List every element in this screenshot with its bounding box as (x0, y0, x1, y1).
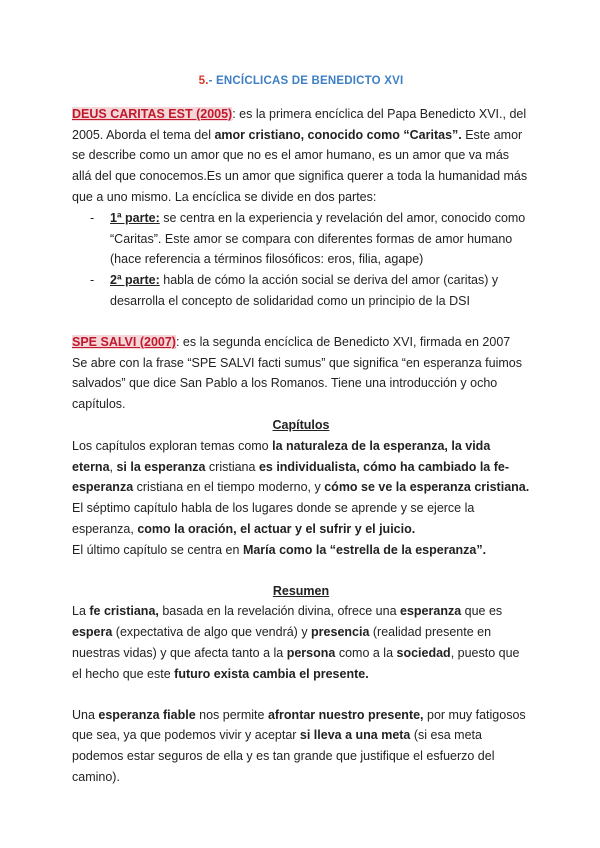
part-1-text: se centra en la experiencia y revelación del amor, conocido como “Caritas”. Este amor se compara con diferentes formas de amor humano (hace referencia a términos filosóficos: eros, filia, agape) (110, 210, 526, 267)
deus-caritas-heading: DEUS CARITAS EST (2005) (72, 106, 233, 121)
res-text: (si esa meta podemos estar seguros de ella y es tan grande que justifique el esfuerzo del camino). (72, 728, 495, 784)
cap-text: Los capítulos exploran temas como (72, 438, 273, 453)
cap-text: cristiana en el tiempo moderno, y (133, 480, 325, 495)
cap-text: cristiana (205, 459, 259, 474)
res-text: basada en la revelación divina, ofrece una (158, 604, 401, 619)
res-bold: presencia (311, 625, 370, 640)
spacer (72, 561, 530, 581)
deus-parts-list (72, 208, 530, 312)
spacer (72, 685, 530, 705)
part-2-label: 2ª parte: (110, 273, 160, 288)
cap-bold: es individualista, cómo ha cambiado la fe-esperanza (72, 459, 510, 495)
res-bold: espera (72, 625, 113, 640)
capitulos-heading: Capítulos (272, 417, 330, 432)
res-text: nos permite (195, 707, 268, 722)
res-bold: persona (286, 645, 336, 660)
spe-salvi-heading: SPE SALVI (2007) (72, 334, 176, 349)
list-item (90, 208, 530, 270)
res-text: que es (461, 604, 503, 619)
spe-salvi-intro: Se abre con la frase “SPE SALVI facti sumus” que significa “en esperanza fuimos salvados” que dice San Pablo a los Romanos. Tiene una introducción y ocho capítulos. (72, 355, 522, 412)
cap-bold: si la esperanza (116, 459, 206, 474)
cap-bold: María como la “estrella de la esperanza”. (242, 542, 487, 557)
cap-bold: la naturaleza de la esperanza, la vida eterna (72, 438, 491, 474)
cap-bold: cómo se ve la esperanza cristiana. (324, 480, 530, 495)
cap-text: , (109, 459, 117, 474)
resumen-heading: Resumen (272, 583, 330, 598)
part-1-label: 1ª parte: (110, 210, 160, 225)
res-text: por muy fatigosos que sea, ya que podemos vivir y aceptar (72, 707, 526, 743)
page-title (72, 71, 530, 92)
cap-bold: como la oración, el actuar y el sufrir y el juicio. (137, 521, 416, 536)
cap-text: El séptimo capítulo habla de los lugares donde se aprende y se ejerce la esperanza, (72, 501, 475, 536)
res-text: (realidad presente en nuestras vidas) y que afecta tanto a la (72, 625, 492, 660)
spacer (72, 312, 530, 332)
res-bold: si lleva a una meta (299, 728, 411, 743)
resumen-paragraph-2 (72, 705, 530, 788)
deus-text-1: : es la primera encíclica del Papa Benedicto XVI., del 2005. Aborda el tema del (72, 106, 527, 142)
deus-bold-1: amor cristiano, conocido como “Caritas”. (214, 127, 462, 142)
deus-text-2: Este amor se describe como un amor que no es el amor humano, es un amor que va más allá del que conocemos.Es un amor que significa querer a toda la humanidad más que a uno mismo. La encíclica se divide en dos partes: (72, 127, 528, 204)
cap-text: El último capítulo se centra en (72, 542, 243, 557)
capitulos-paragraph-2 (72, 498, 530, 540)
res-bold: esperanza fiable (98, 707, 196, 722)
resumen-paragraph-1 (72, 601, 530, 684)
capitulos-paragraph-1 (72, 436, 530, 498)
title-number: 5. (198, 75, 209, 87)
capitulos-paragraph-3 (72, 540, 530, 561)
list-item (90, 270, 530, 312)
res-bold: afrontar nuestro presente, (267, 707, 424, 722)
spe-salvi-paragraph (72, 332, 530, 353)
res-text: La (72, 604, 90, 619)
res-bold: fe cristiana, (89, 604, 159, 619)
res-text: Una (72, 707, 99, 722)
title-text: - ENCÍCLICAS DE BENEDICTO XVI (208, 75, 404, 87)
res-bold: esperanza (400, 604, 462, 619)
res-text: , puesto que el hecho que este (72, 645, 520, 681)
res-text: como a la (335, 645, 397, 660)
spe-text-1: : es la segunda encíclica de Benedicto XVI, firmada en 2007 (175, 334, 511, 349)
deus-caritas-paragraph (72, 104, 530, 208)
res-text: (expectativa de algo que vendrá) y (112, 625, 312, 640)
res-bold: futuro exista cambia el presente. (174, 666, 369, 681)
part-2-text: habla de cómo la acción social se deriva del amor (caritas) y desarrolla el concepto de solidaridad como un principio de la DSI (110, 273, 499, 308)
res-bold: sociedad (396, 645, 451, 660)
